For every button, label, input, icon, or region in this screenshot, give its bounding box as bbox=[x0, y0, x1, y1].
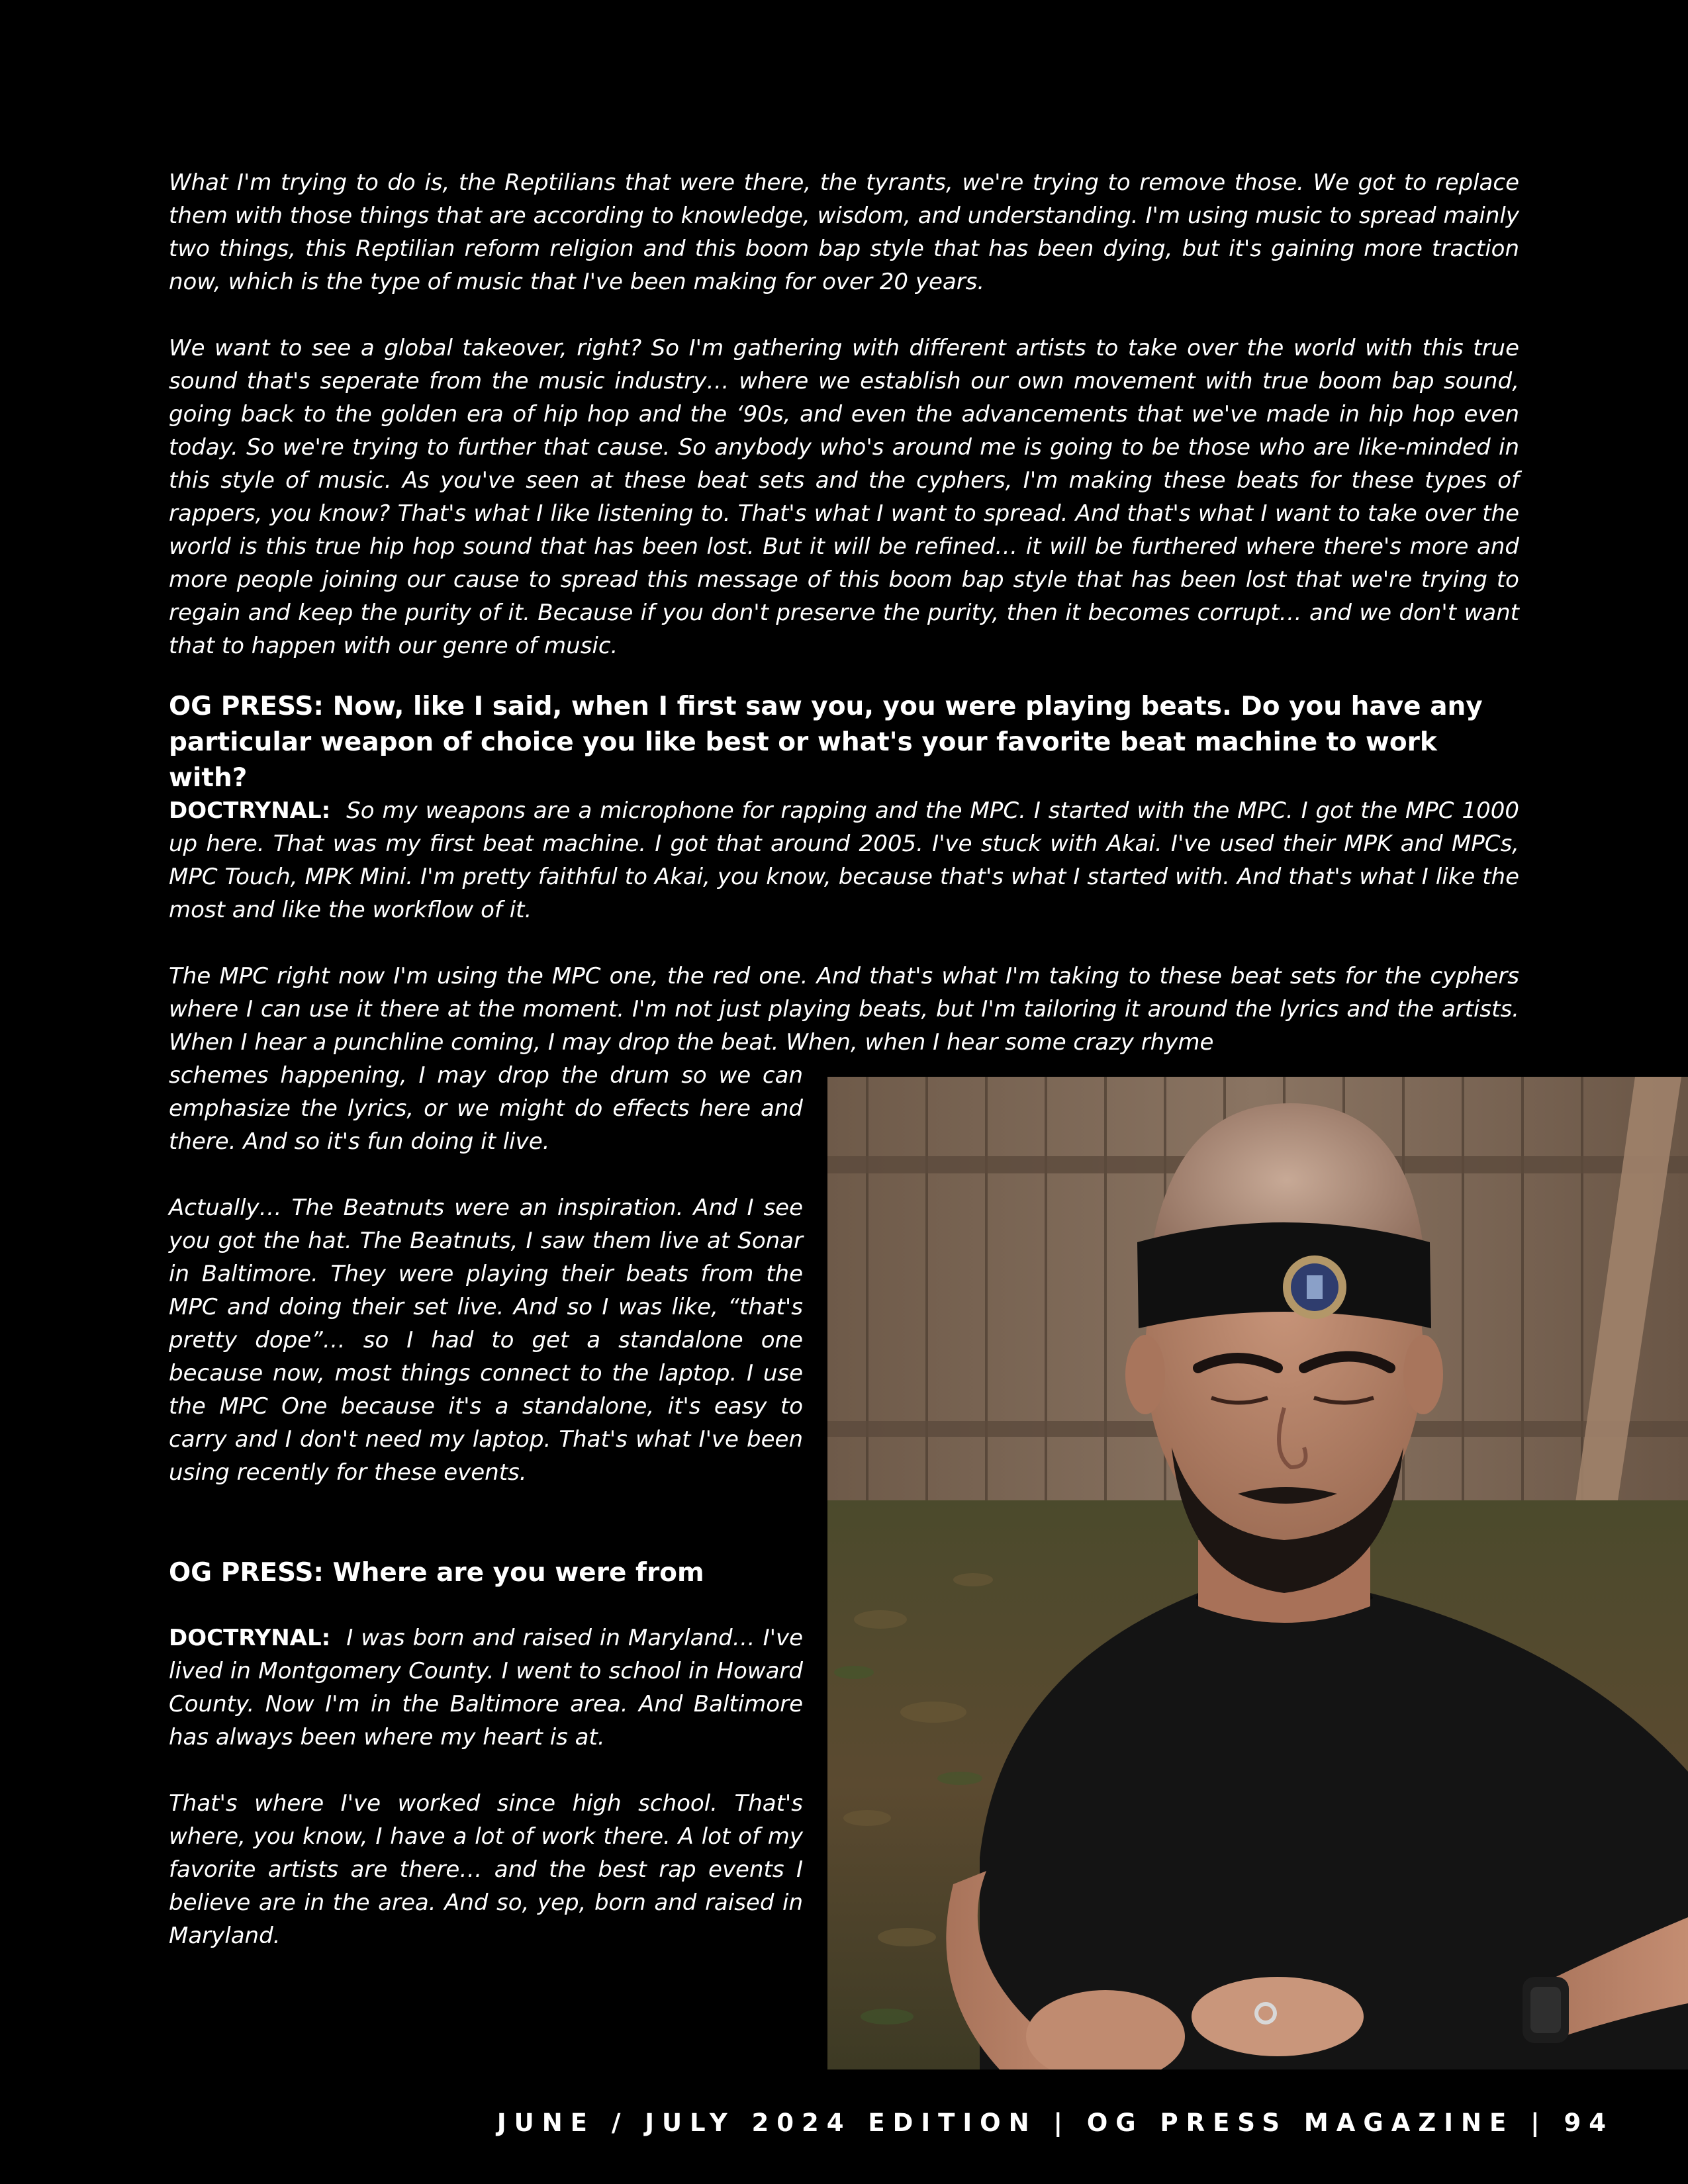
answer-text: I was born and raised in Maryland… I've lived in Montgomery County. I went to school in Howard County. Now I'm in the Baltimore area. And Baltimore has always been where my heart is at. bbox=[169, 1625, 803, 1751]
speaker-label: DOCTRYNAL: bbox=[169, 797, 331, 824]
answer-origin bbox=[169, 1621, 803, 1754]
page-footer: JUNE / JULY 2024 EDITION | OG PRESS MAGAZINE | 94 bbox=[496, 2109, 1614, 2137]
speaker-label: DOCTRYNAL: bbox=[169, 1625, 331, 1651]
paragraph-mpc-one-continued: schemes happening, I may drop the drum so we can emphasize the lyrics, or we might do effects here and there. And so it's fun doing it live. bbox=[169, 1062, 803, 1155]
answer-text: So my weapons are a microphone for rapping and the MPC. I started with the MPC. I got the MPC 1000 up here. That was my first beat machine. I got that around 2005. I've stuck with Akai. I've used their MPK and MPCs, MPC Touch, MPK Mini. I'm pretty faithful to Akai, you know, because that's what I started with. And that's what I like the most and like the workflow of it. bbox=[169, 797, 1519, 923]
paragraph-global-takeover: We want to see a global takeover, right? So I'm gathering with different artists to take over the world with this true sound that's seperate from the music industry… where we establish our own movement with true boom bap sound, going back to the golden era of hip hop and the ‘90s, and even the advancements that we've made in hip hop even today. So we're trying to further that cause. So anybody who's around me is going to be those who are like-minded in this style of music. As you've seen at these beat sets and the cyphers, I'm making these beats for these types of rappers, you know? That's what I like listening to. That's what I want to spread. And that's what I want to take over the world is this true hip hop sound that has been lost. But it will be refined… it will be furthered where there's more and more people joining our cause to spread this message of this boom bap style that has been lost that we're trying to regain and keep the purity of it. Because if you don't preserve the purity, then it becomes corrupt… and we don't want that to happen with our genre of music. bbox=[169, 335, 1519, 659]
paragraph-mpc-one-full-width: The MPC right now I'm using the MPC one, the red one. And that's what I'm taking to these beat sets for the cyphers where I can use it there at the moment. I'm not just playing beats, but I'm tailoring it around the lyrics and the artists. When I hear a punchline coming, I may drop the beat. When, when I hear some crazy rhyme bbox=[169, 963, 1519, 1056]
portrait-photo bbox=[827, 1077, 1688, 2070]
question-origin: OG PRESS: Where are you were from bbox=[169, 1558, 704, 1588]
question-beat-machine: OG PRESS: Now, like I said, when I first saw you, you were playing beats. Do you have any particular weapon of choice you like best or what's your favorite beat machine to work with? bbox=[169, 692, 1483, 793]
paragraph-baltimore-work: That's where I've worked since high school. That's where, you know, I have a lot of work there. A lot of my favorite artists are there… and the best rap events I believe are in the area. And so, yep, born and raised in Maryland. bbox=[169, 1790, 803, 1949]
paragraph-reptilian-reform: What I'm trying to do is, the Reptilians that were there, the tyrants, we're trying to remove those. We got to replace them with those things that are according to knowledge, wisdom, and understanding. I'm using music to spread mainly two things, this Reptilian reform religion and this boom bap style that has been dying, but it's gaining more traction now, which is the type of music that I've been making for over 20 years. bbox=[169, 169, 1519, 295]
answer-beat-machine bbox=[169, 794, 1519, 927]
paragraph-beatnuts-inspiration: Actually… The Beatnuts were an inspiration. And I see you got the hat. The Beatnuts, I saw them live at Sonar in Baltimore. They were playing their beats from the MPC and doing their set live. And so I was like, “that's pretty dope”… so I had to get a standalone one because now, most things connect to the laptop. I use the MPC One because it's a standalone, it's easy to carry and I don't need my laptop. That's what I've been using recently for these events. bbox=[169, 1195, 803, 1486]
